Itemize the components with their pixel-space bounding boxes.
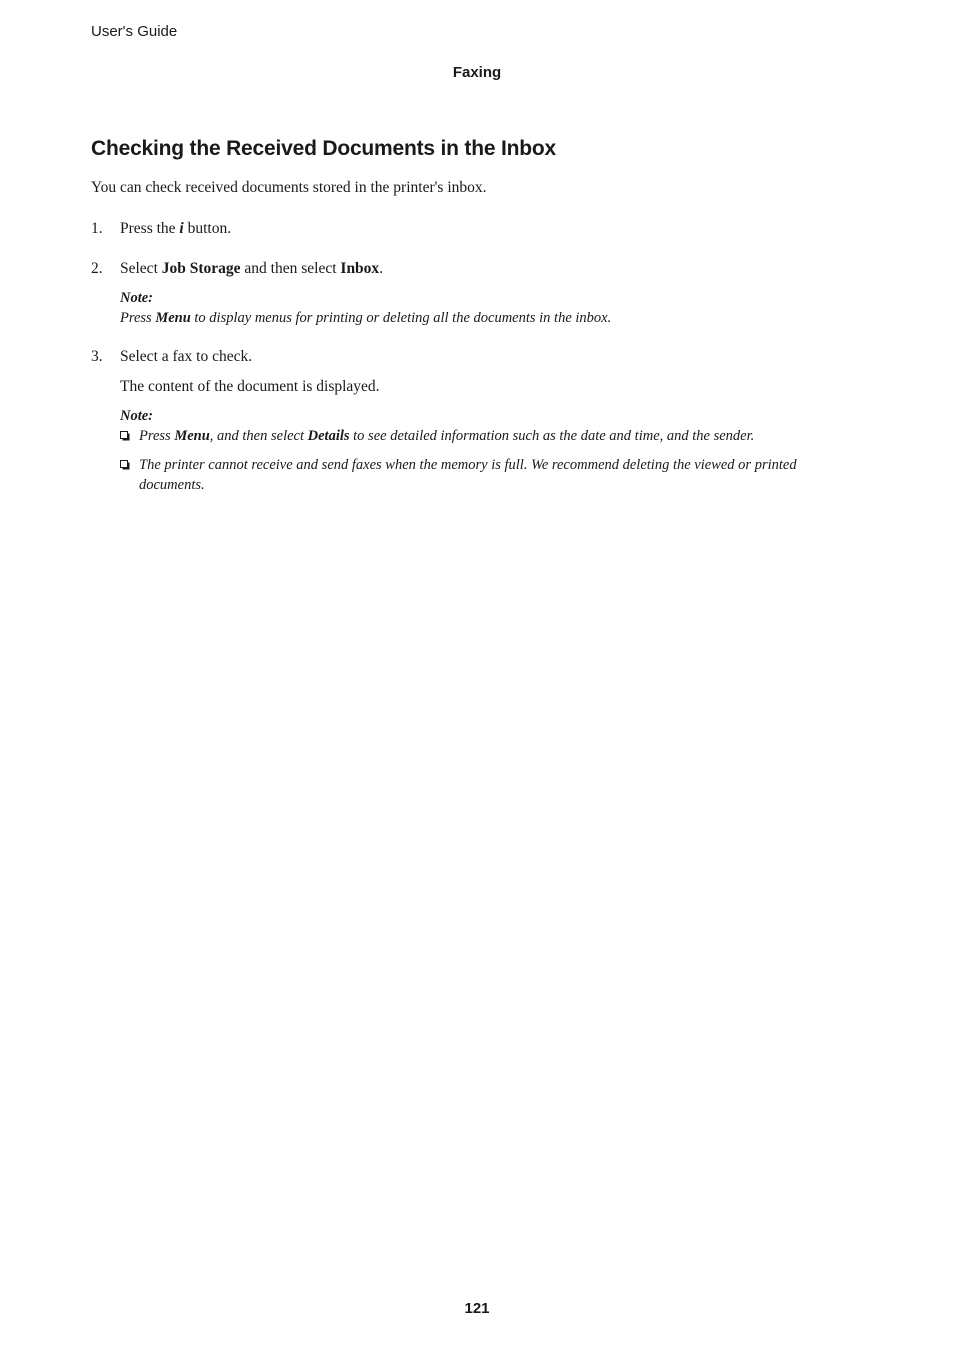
- note-label: Note:: [120, 408, 154, 424]
- bullet-bold-menu: Menu: [174, 428, 210, 444]
- step-text-post: button.: [183, 220, 232, 237]
- step-text-pre: Press the: [120, 220, 180, 237]
- page-number: 121: [464, 1300, 490, 1317]
- page-title: Checking the Received Documents in the Inbox: [91, 137, 556, 160]
- checkbox-bullet-icon: [120, 431, 130, 441]
- step-text: Select a fax to check.: [120, 348, 253, 365]
- note-text-post: to display menus for printing or deleting all the documents in the inbox.: [190, 310, 612, 326]
- bullet-bold-details: Details: [307, 428, 350, 444]
- step-number: 3.: [91, 348, 103, 365]
- step-3: [91, 348, 252, 366]
- bullet-text-mid: , and then select: [209, 428, 308, 444]
- section-header: Faxing: [452, 64, 502, 81]
- info-i-icon: i: [179, 220, 184, 237]
- note-text: [120, 308, 850, 328]
- step-text-mid: and then select: [240, 260, 341, 277]
- running-header: User's Guide: [91, 23, 178, 40]
- note-bold-menu: Menu: [155, 310, 191, 326]
- note-bullet-1: [120, 426, 850, 446]
- step-2: [91, 260, 383, 278]
- step-text-post: .: [379, 260, 384, 277]
- intro-paragraph: You can check received documents stored in the printer's inbox.: [91, 179, 487, 196]
- note-bullet-2: [120, 455, 850, 495]
- step-number: 2.: [91, 260, 103, 277]
- bullet-text: [139, 426, 850, 446]
- bullet-text: The printer cannot receive and send faxes when the memory is full. We recommend deleting the viewed or printed documents.: [139, 457, 797, 493]
- note-text-pre: Press: [120, 310, 156, 326]
- step-number: 1.: [91, 220, 103, 237]
- step-text-pre: Select: [120, 260, 162, 277]
- step-bold-job-storage: Job Storage: [161, 260, 241, 277]
- step-result: The content of the document is displayed.: [120, 378, 380, 395]
- note-label: Note:: [120, 290, 154, 306]
- bullet-text-post: to see detailed information such as the date and time, and the sender.: [349, 428, 755, 444]
- step-bold-inbox: Inbox: [340, 260, 380, 277]
- bullet-text-pre: Press: [139, 428, 175, 444]
- step-1: [91, 220, 231, 238]
- checkbox-bullet-icon: [120, 460, 130, 470]
